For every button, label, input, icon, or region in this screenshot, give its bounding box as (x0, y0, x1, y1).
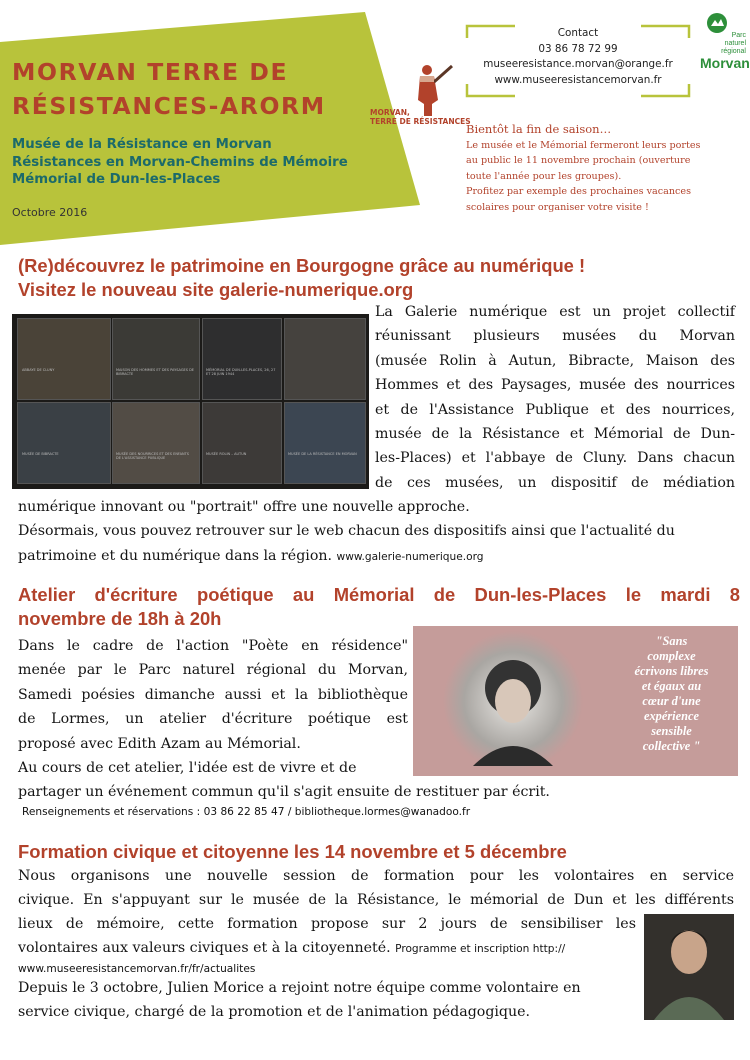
section-title: Visitez le nouveau site galerie-numerique.org (18, 279, 414, 300)
program-link[interactable]: www.museeresistancemorvan.fr/fr/actualites (18, 962, 256, 975)
parc-name: Morvan (700, 55, 750, 71)
title-line-1: MORVAN TERRE DE (12, 58, 289, 86)
section-title: novembre de 18h à 20h (18, 608, 222, 629)
section-atelier-heading (18, 583, 740, 631)
paragraph-line: Désormais, vous pouvez retrouver sur le web chacun des dispositifs ainsi que l'actualité du (18, 523, 675, 540)
paragraph-line: réunissant plusieurs musées du Morvan (375, 328, 735, 345)
atelier-contact-info: Renseignements et réservations : 03 86 22 85 47 / bibliotheque.lormes@wanadoo.fr (22, 806, 471, 819)
parc-line-3: régional (721, 48, 746, 55)
program-label: Programme et inscription http:// (395, 943, 566, 956)
title-line-2: RÉSISTANCES-ARORM (12, 92, 326, 120)
volunteer-photo (644, 914, 734, 1020)
contact-phone[interactable]: 03 86 78 72 99 (538, 42, 618, 55)
paragraph-line: partager un événement commun qu'il s'agit ensuite de restituer par écrit. (18, 784, 550, 800)
parc-logo-icon (706, 12, 728, 34)
atelier-quote (613, 634, 730, 754)
subtitle-chemins: Résistances en Morvan-Chemins de Mémoire (12, 154, 348, 170)
atelier-text-full (18, 780, 738, 820)
galerie-text-full (18, 495, 738, 569)
subtitle-musee: Musée de la Résistance en Morvan (12, 137, 272, 152)
gallery-caption: MUSÉE DE BIBRACTE (22, 452, 59, 456)
gallery-caption: MAISON DES HOMMES ET DES PAYSAGES DE BIBRACTE (116, 368, 194, 376)
parc-line-1: Parc (731, 32, 746, 39)
quote-line: sensible (651, 724, 692, 738)
quote-line: et égaux au (641, 679, 702, 693)
gallery-caption: MUSÉE DES NOURRICES ET DES ENFANTS DE L'ASSISTANCE PUBLIQUE (116, 452, 189, 460)
issue-date: Octobre 2016 (12, 206, 88, 219)
formation-text-full (18, 864, 734, 913)
paragraph-line: Au cours de cet atelier, l'idée est de vivre et de (18, 760, 357, 777)
logo-caption (370, 108, 471, 126)
subtitle-memorial: Mémorial de Dun-les-Places (12, 172, 221, 187)
parc-line-2: naturel (724, 40, 746, 47)
season-line: Le musée et le Mémorial fermeront leurs portes (466, 139, 701, 151)
quote-line: "Sans (655, 634, 688, 648)
paragraph-line: et de l'Assistance Publique et des nourrices, (375, 401, 735, 418)
contact-email[interactable]: museeresistance.morvan@orange.fr (483, 58, 673, 71)
gallery-caption: ABBAYE DE CLUNY (22, 368, 55, 372)
paragraph-line: Dans le cadre de l'action "Poète en résidence" (18, 638, 408, 654)
paragraph-line: volontaires aux valeurs civiques et à la citoyenneté. (18, 940, 391, 957)
paragraph-line: (musée Rolin à Autun, Bibracte, Maison des (375, 352, 735, 369)
paragraph-line: lieux de mémoire, cette formation propose sur 2 jours de sensibiliser les (18, 916, 636, 932)
section-galerie-heading (18, 254, 738, 302)
parc-logo (700, 32, 750, 71)
season-line: scolaires pour organiser votre visite ! (466, 201, 649, 213)
contact-block (465, 26, 691, 88)
paragraph-line: Samedi poésies dimanche aussi et la bibliothèque (18, 686, 408, 703)
paragraph-line: civique. En s'appuyant sur le musée de la Résistance, le mémorial de Dun et les différents (18, 892, 734, 909)
atelier-text-column (18, 634, 408, 780)
newsletter-title (12, 55, 326, 123)
paragraph-line: menée par le Parc naturel régional du Morvan, (18, 662, 408, 679)
paragraph-line: Nous organisons une nouvelle session de formation pour les volontaires en service (18, 868, 734, 884)
galerie-text-column (375, 300, 735, 495)
header-subtitles (12, 136, 348, 189)
season-title: Bientôt la fin de saison… (466, 122, 612, 136)
quote-line: cœur d'une (642, 694, 701, 708)
contact-heading: Contact (557, 27, 599, 39)
gallery-caption: MÉMORIAL DE DUN-LES-PLACES, 26, 27 ET 28 JUIN 1944 (206, 368, 276, 376)
quote-line: complexe (647, 649, 696, 663)
season-line: Profitez par exemple des prochaines vacances (466, 186, 691, 198)
paragraph-line: Depuis le 3 octobre, Julien Morice a rejoint notre équipe comme volontaire en (18, 979, 581, 996)
logo-caption-1: MORVAN, (370, 108, 410, 117)
quote-line: écrivons libres (634, 664, 709, 678)
paragraph-line: patrimoine et du numérique dans la région. (18, 547, 333, 564)
paragraph-line: numérique innovant ou "portrait" offre une nouvelle approche. (18, 499, 470, 515)
contact-website[interactable]: www.museeresistancemorvan.fr (494, 73, 662, 86)
logo-caption-2: TERRE DE RÉSISTANCES (370, 117, 471, 126)
formation-text-column (18, 912, 636, 1025)
paragraph-line: service civique, chargé de la promotion et de l'animation pédagogique. (18, 1004, 531, 1021)
gallery-caption: MUSÉE DE LA RÉSISTANCE EN MORVAN (288, 452, 357, 456)
paragraph-line: les-Places) et l'abbaye de Cluny. Dans chacun (375, 450, 735, 467)
galerie-link[interactable]: www.galerie-numerique.org (336, 550, 484, 563)
season-line: toute l'année pour les groupes). (466, 170, 622, 182)
paragraph-line: Hommes et des Paysages, musée des nourrices (375, 377, 735, 394)
paragraph-line: proposé avec Edith Azam au Mémorial. (18, 735, 301, 752)
paragraph-line: musée de la Résistance et Mémorial de Dun- (375, 426, 735, 443)
quote-line: collective " (642, 739, 701, 753)
season-notice (466, 122, 744, 216)
section-title: Atelier d'écriture poétique au Mémorial de Dun-les-Places le mardi 8 (18, 584, 740, 605)
gallery-caption: MUSÉE ROLIN – AUTUN (206, 452, 247, 456)
quote-line: expérience (643, 709, 700, 723)
section-title: Formation civique et citoyenne les 14 novembre et 5 décembre (18, 841, 567, 862)
paragraph-line: La Galerie numérique est un projet collectif (375, 304, 735, 320)
paragraph-line: de Lormes, un atelier d'écriture poétique est (18, 711, 408, 728)
section-title: (Re)découvrez le patrimoine en Bourgogne grâce au numérique ! (18, 255, 586, 276)
season-line: au public le 11 novembre prochain (ouverture (466, 155, 691, 167)
galerie-photo (12, 314, 369, 489)
paragraph-line: de ces musées, un dispositif de médiation (375, 474, 735, 491)
